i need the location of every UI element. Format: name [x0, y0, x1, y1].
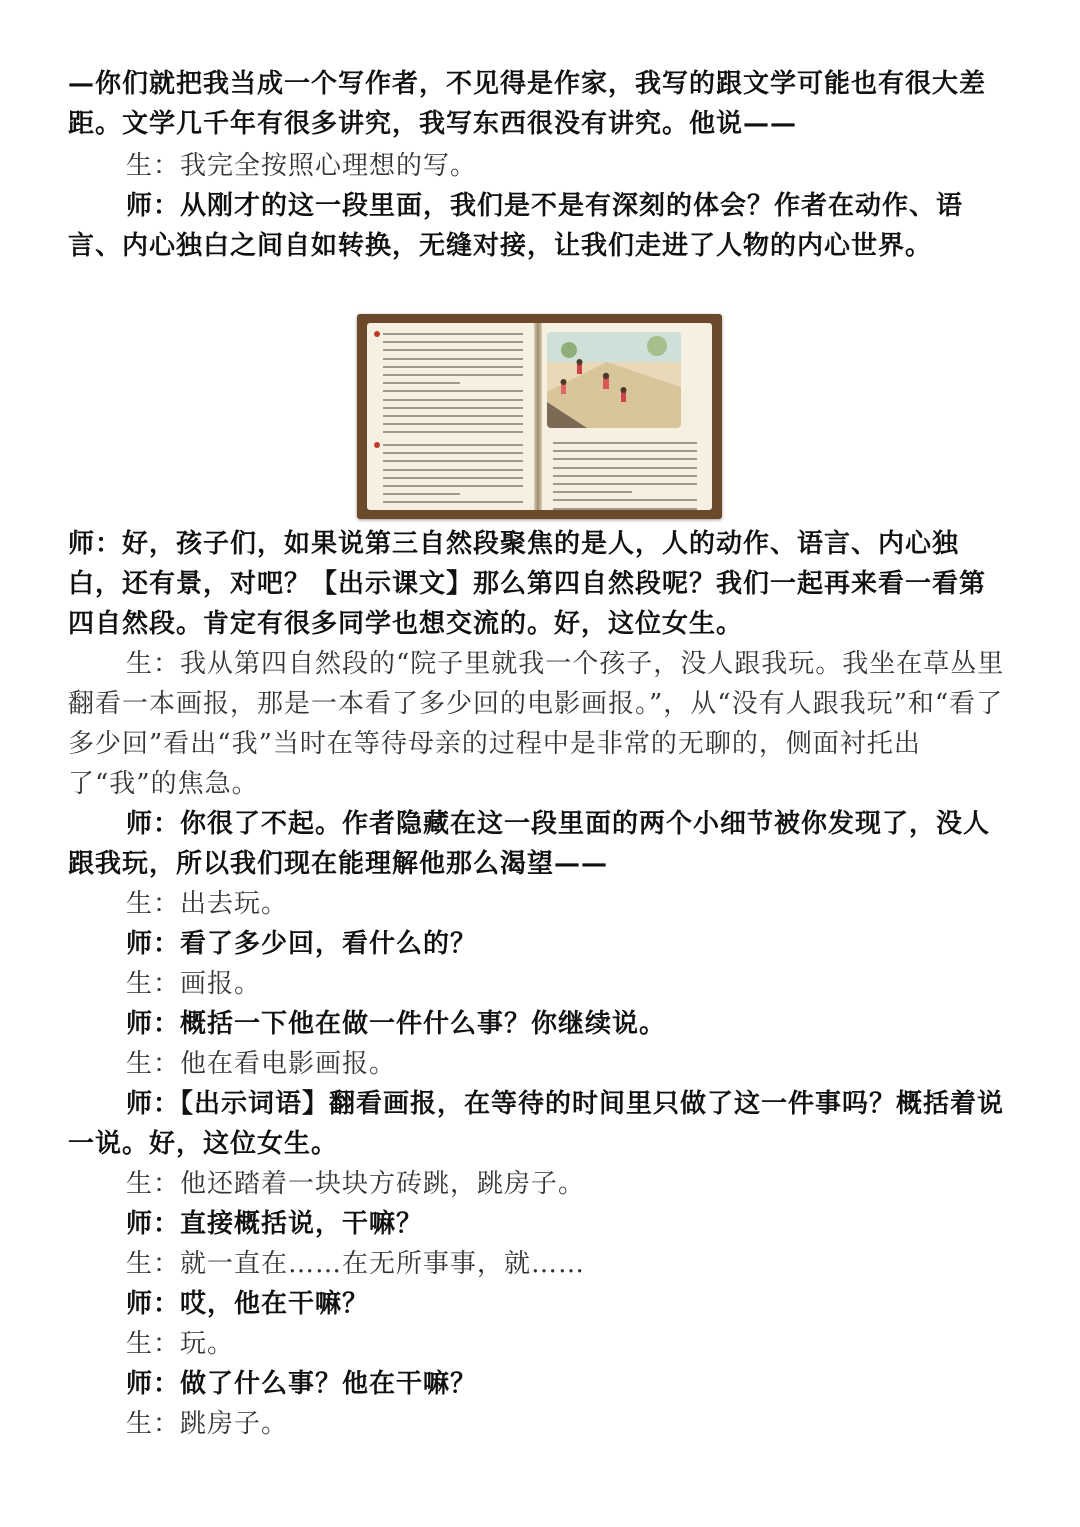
student-line: 生：跳房子。 — [126, 1409, 289, 1439]
student-line: 生：玩。 — [126, 1329, 235, 1359]
paragraph-continuation: —你们就把我当成一个写作者，不见得是作家，我写的跟文学可能也有很大差距。文学几千年有很多讲究，我写东西很没有讲究。他说—— — [68, 69, 987, 139]
textbook-text-line — [553, 450, 697, 452]
teacher-line: 师：好，孩子们，如果说第三自然段聚焦的是人，人的动作、语言、内心独白，还有景，对吧？【出示课文】那么第四自然段呢？我们一起再来看一看第四自然段。肯定有很多同学也想交流的。好，这位女生。 — [68, 529, 987, 639]
student-line: 生：就一直在……在无所事事，就…… — [126, 1249, 586, 1279]
textbook-text-line — [383, 469, 523, 471]
student-line: 生：我从第四自然段的“院子里就我一个孩子，没人跟我玩。我坐在草丛里翻看一本画报，那是一本看了多少回的电影画报。”，从“没有人跟我玩”和“看了多少回”看出“我”当时在等待母亲的过程中是非常的无聊的，侧面衬托出了“我”的焦急。 — [68, 649, 1005, 799]
teacher-line: 师：看了多少回，看什么的？ — [126, 929, 478, 959]
teacher-line: 师：你很了不起。作者隐藏在这一段里面的两个小细节被你发现了，没人跟我玩，所以我们现在能理解他那么渴望—— — [68, 809, 991, 879]
paragraph-marker — [374, 442, 380, 448]
teacher-line: 师：概括一下他在做一件什么事？你继续说。 — [126, 1009, 667, 1039]
teacher-line: 师：从刚才的这一段里面，我们是不是有深刻的体会？作者在动作、语言、内心独白之间自如转换，无缝对接，让我们走进了人物的内心世界。 — [68, 191, 964, 261]
textbook-text-line — [383, 485, 523, 487]
textbook-image — [357, 314, 722, 519]
textbook-text-line — [553, 475, 697, 477]
textbook-text-line — [383, 460, 523, 462]
paragraph-marker — [374, 331, 380, 337]
textbook-illustration — [547, 332, 681, 428]
teacher-line: 师：【出示词语】翻看画报，在等待的时间里只做了这一件事吗？概括着说一说。好，这位女生。 — [68, 1089, 1005, 1159]
textbook-text-line — [383, 349, 523, 351]
textbook-spine — [534, 323, 542, 510]
textbook-text-line — [383, 382, 460, 384]
textbook-text-line — [383, 366, 523, 368]
textbook-text-line — [383, 452, 523, 454]
textbook-text-line — [383, 374, 523, 376]
textbook-text-line — [383, 358, 523, 360]
textbook-text-line — [553, 483, 697, 485]
textbook-text-line — [553, 442, 697, 444]
textbook-text-line — [383, 341, 523, 343]
teacher-line: 师：做了什么事？他在干嘛？ — [126, 1369, 478, 1399]
textbook-text-line — [553, 499, 697, 501]
textbook-text-line — [553, 508, 697, 510]
textbook-text-line — [553, 491, 632, 493]
textbook-text-line — [383, 431, 523, 433]
teacher-line: 师：直接概括说，干嘛？ — [126, 1209, 424, 1239]
textbook-text-line — [383, 501, 523, 503]
student-line: 生：他还踏着一块块方砖跳，跳房子。 — [126, 1169, 586, 1199]
student-line: 生：出去玩。 — [126, 889, 289, 919]
teacher-line: 师：哎，他在干嘛？ — [126, 1289, 370, 1319]
student-line: 生：画报。 — [126, 969, 262, 999]
textbook-text-line — [383, 444, 523, 446]
textbook-text-line — [383, 477, 523, 479]
textbook-text-line — [383, 407, 523, 409]
textbook-text-line — [383, 333, 523, 335]
textbook-text-line — [553, 467, 697, 469]
student-line: 生：他在看电影画报。 — [126, 1049, 397, 1079]
student-line: 生：我完全按照心理想的写。 — [126, 151, 478, 181]
textbook-text-line — [383, 423, 523, 425]
textbook-text-line — [383, 390, 523, 392]
textbook-text-line — [553, 458, 697, 460]
textbook-text-line — [383, 399, 523, 401]
textbook-text-line — [383, 493, 460, 495]
textbook-text-line — [383, 415, 523, 417]
